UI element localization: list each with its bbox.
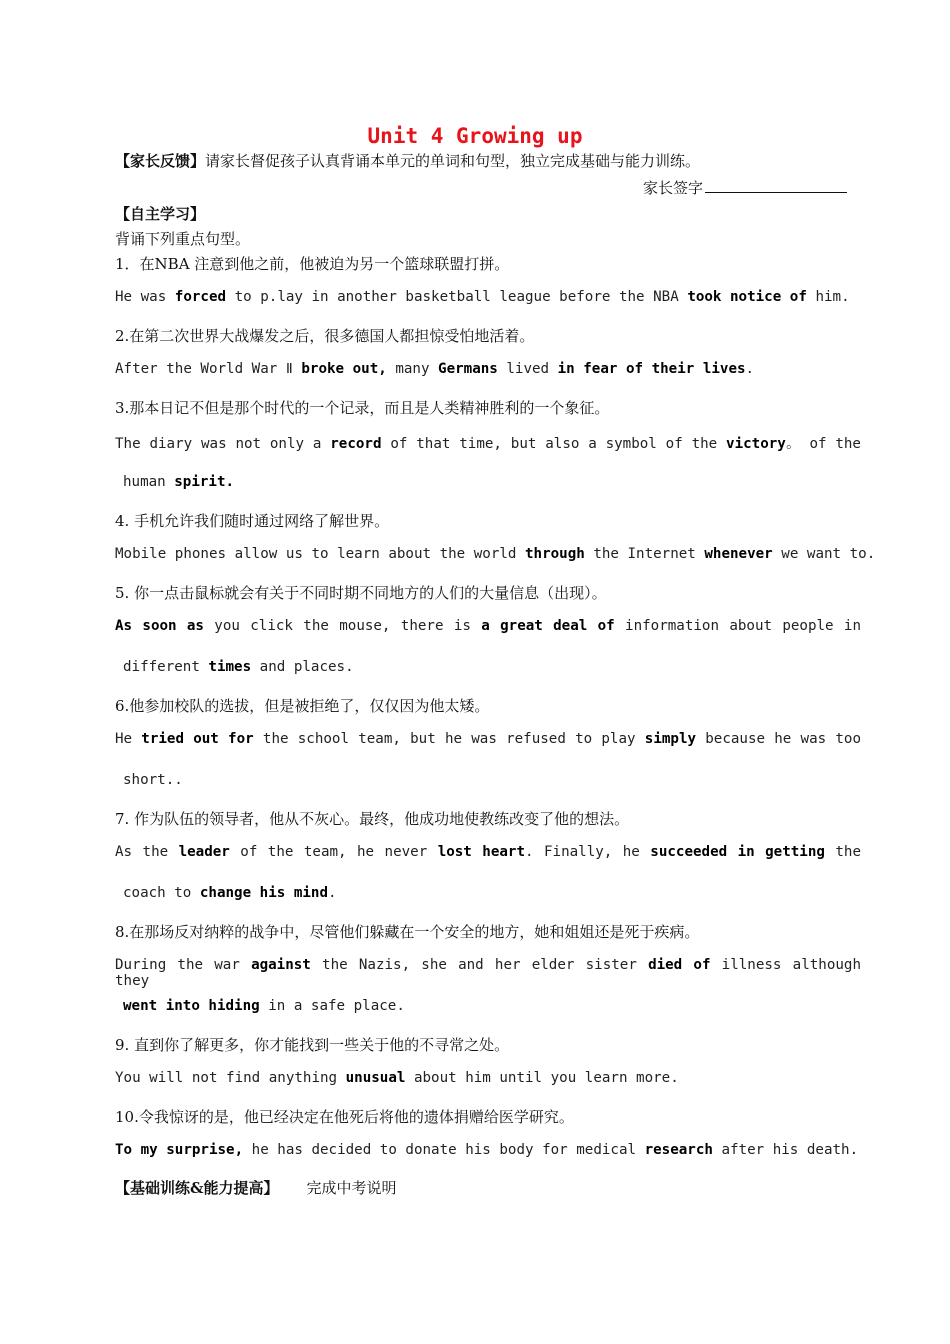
text-run: many <box>386 361 439 377</box>
sentence-4-chinese: 4. 手机允许我们随时通过网络了解世界。 <box>115 512 390 530</box>
sentence-5-english-line1 <box>115 618 861 634</box>
sentence-8-english-line2 <box>123 998 405 1014</box>
text-run: to p <box>226 289 269 305</box>
signature-label: 家长签字 <box>643 179 704 197</box>
signature-line <box>705 178 847 193</box>
sentence-1-chinese: 1．在NBA 注意到他之前，他被迫为另一个篮球联盟打拼。 <box>115 255 510 273</box>
sentence-3-chinese: 3.那本日记不但是那个时代的一个记录，而且是人类精神胜利的一个象征。 <box>115 399 610 417</box>
sentence-8-english-line1 <box>115 957 861 989</box>
self-study-instruction: 背诵下列重点句型。 <box>115 230 251 248</box>
key-phrase: lost heart <box>437 844 526 860</box>
key-phrase: broke out, <box>301 361 387 377</box>
key-phrase: whenever <box>704 546 773 562</box>
text-run: The diary was not only a <box>115 436 331 452</box>
sentence-7-chinese: 7. 作为队伍的领导者，他从不灰心。最终，他成功地使教练改变了他的想法。 <box>115 810 630 828</box>
text-run: He <box>115 731 142 747</box>
sentence-6-chinese: 6.他参加校队的选拔，但是被拒绝了，仅仅因为他太矮。 <box>115 697 490 715</box>
text-run: You will not find anything <box>115 1070 346 1086</box>
text-run: As the <box>115 844 179 860</box>
key-phrase: record <box>330 436 382 452</box>
sentence-5-chinese: 5. 你一点击鼠标就会有关于不同时期不同地方的人们的大量信息（出现）。 <box>115 584 607 602</box>
key-phrase: died of <box>648 957 711 973</box>
sentence-6-english-line2 <box>123 772 183 788</box>
footer-section <box>115 1177 397 1198</box>
sentence-10-chinese: 10.令我惊讶的是，他已经决定在他死后将他的遗体捐赠给医学研究。 <box>115 1108 574 1126</box>
key-phrase: simply <box>644 731 697 747</box>
text-run: the Internet <box>584 546 705 562</box>
sentence-3-english-line1 <box>115 433 861 453</box>
sentence-1-english-line1 <box>115 289 850 305</box>
key-phrase: research <box>644 1142 713 1158</box>
footer-text: 完成中考说明 <box>306 1179 397 1197</box>
text-run: different <box>123 659 209 675</box>
text-run: He was <box>115 289 175 305</box>
page-title: Unit 4 Growing up <box>367 124 583 148</box>
key-phrase: unusual <box>345 1070 406 1086</box>
sentence-10-english-line1 <box>115 1142 858 1158</box>
text-run: the <box>824 844 862 860</box>
sentence-9-chinese: 9. 直到你了解更多，你才能找到一些关于他的不寻常之处。 <box>115 1036 510 1054</box>
text-run: . <box>328 885 337 901</box>
key-phrase: change his mind <box>199 885 328 901</box>
key-phrase: through <box>525 546 585 562</box>
key-phrase: in fear of their lives <box>557 361 746 377</box>
sentence-2-chinese: 2.在第二次世界大战爆发之后，很多德国人都担惊受怕地活着。 <box>115 327 535 345</box>
parent-signature <box>643 177 847 198</box>
text-run: of the team, he never <box>229 844 438 860</box>
key-phrase: tried out for <box>141 731 254 747</box>
sentence-5-english-line2 <box>123 659 354 675</box>
text-run: information about people in <box>614 618 862 634</box>
key-phrase: times <box>208 659 252 675</box>
key-phrase: went into hiding <box>123 998 260 1014</box>
sentence-2-english-line1 <box>115 361 754 377</box>
text-run: 。 <box>785 436 801 452</box>
sentence-3-english-line2 <box>123 474 234 490</box>
key-phrase: succeeded in getting <box>650 844 825 860</box>
text-run: because he was too <box>696 731 862 747</box>
text-run: after his death. <box>712 1142 859 1158</box>
text-run: . <box>745 361 755 377</box>
text-run: about him until you learn more. <box>405 1070 679 1086</box>
key-phrase: victory <box>726 436 786 452</box>
sentence-6-english-line1 <box>115 731 861 747</box>
self-study-heading: 【自主学习】 <box>115 205 206 223</box>
text-run: of that time, but also a symbol of the <box>381 436 727 452</box>
parent-feedback <box>115 150 700 171</box>
text-run: After the World War Ⅱ <box>115 361 302 377</box>
text-run: of the <box>800 436 861 452</box>
text-run: lay in another basketball league before the NBA <box>277 289 688 305</box>
key-phrase: Germans <box>438 361 498 377</box>
text-run: and places. <box>251 659 354 675</box>
sentence-7-english-line2 <box>123 885 337 901</box>
sentence-9-english-line1 <box>115 1070 679 1086</box>
key-phrase: To my surprise, <box>115 1142 244 1158</box>
text-run: he has decided to donate his body for medical <box>243 1142 645 1158</box>
key-phrase: leader <box>178 844 230 860</box>
text-run: the school team, but he was refused to play <box>253 731 645 747</box>
key-phrase: forced <box>174 289 227 305</box>
text-run: lived <box>497 361 558 377</box>
parent-feedback-label: 【家长反馈】 <box>115 152 206 170</box>
text-run: . Finally, he <box>525 844 651 860</box>
text-run: him. <box>806 289 850 305</box>
text-run: Mobile phones allow us to learn about the world <box>115 546 525 562</box>
text-run: you click the mouse, there is <box>203 618 482 634</box>
text-run: short.. <box>123 772 183 788</box>
sentence-8-chinese: 8.在那场反对纳粹的战争中，尽管他们躲藏在一个安全的地方，她和姐姐还是死于疾病。 <box>115 923 700 941</box>
key-phrase: a great deal of <box>481 618 615 634</box>
sentence-7-english-line1 <box>115 844 861 860</box>
text-run: illness although they <box>115 957 861 989</box>
parent-feedback-text: 请家长督促孩子认真背诵本单元的单词和句型，独立完成基础与能力训练。 <box>205 152 701 170</box>
key-phrase: took notice of <box>687 289 807 305</box>
text-run: During the war <box>115 957 252 973</box>
key-phrase: against <box>251 957 311 973</box>
key-phrase: As soon as <box>115 618 204 634</box>
text-run: . <box>268 289 278 305</box>
text-run: we want to. <box>772 546 876 562</box>
text-run: the Nazis, she and her elder sister <box>310 957 649 973</box>
sentence-4-english-line1 <box>115 546 875 562</box>
footer-label: 【基础训练&能力提高】 <box>115 1179 279 1197</box>
text-run: in a safe place. <box>259 998 405 1014</box>
text-run: human <box>123 474 175 490</box>
key-phrase: spirit. <box>174 474 235 490</box>
text-run: coach to <box>123 885 200 901</box>
